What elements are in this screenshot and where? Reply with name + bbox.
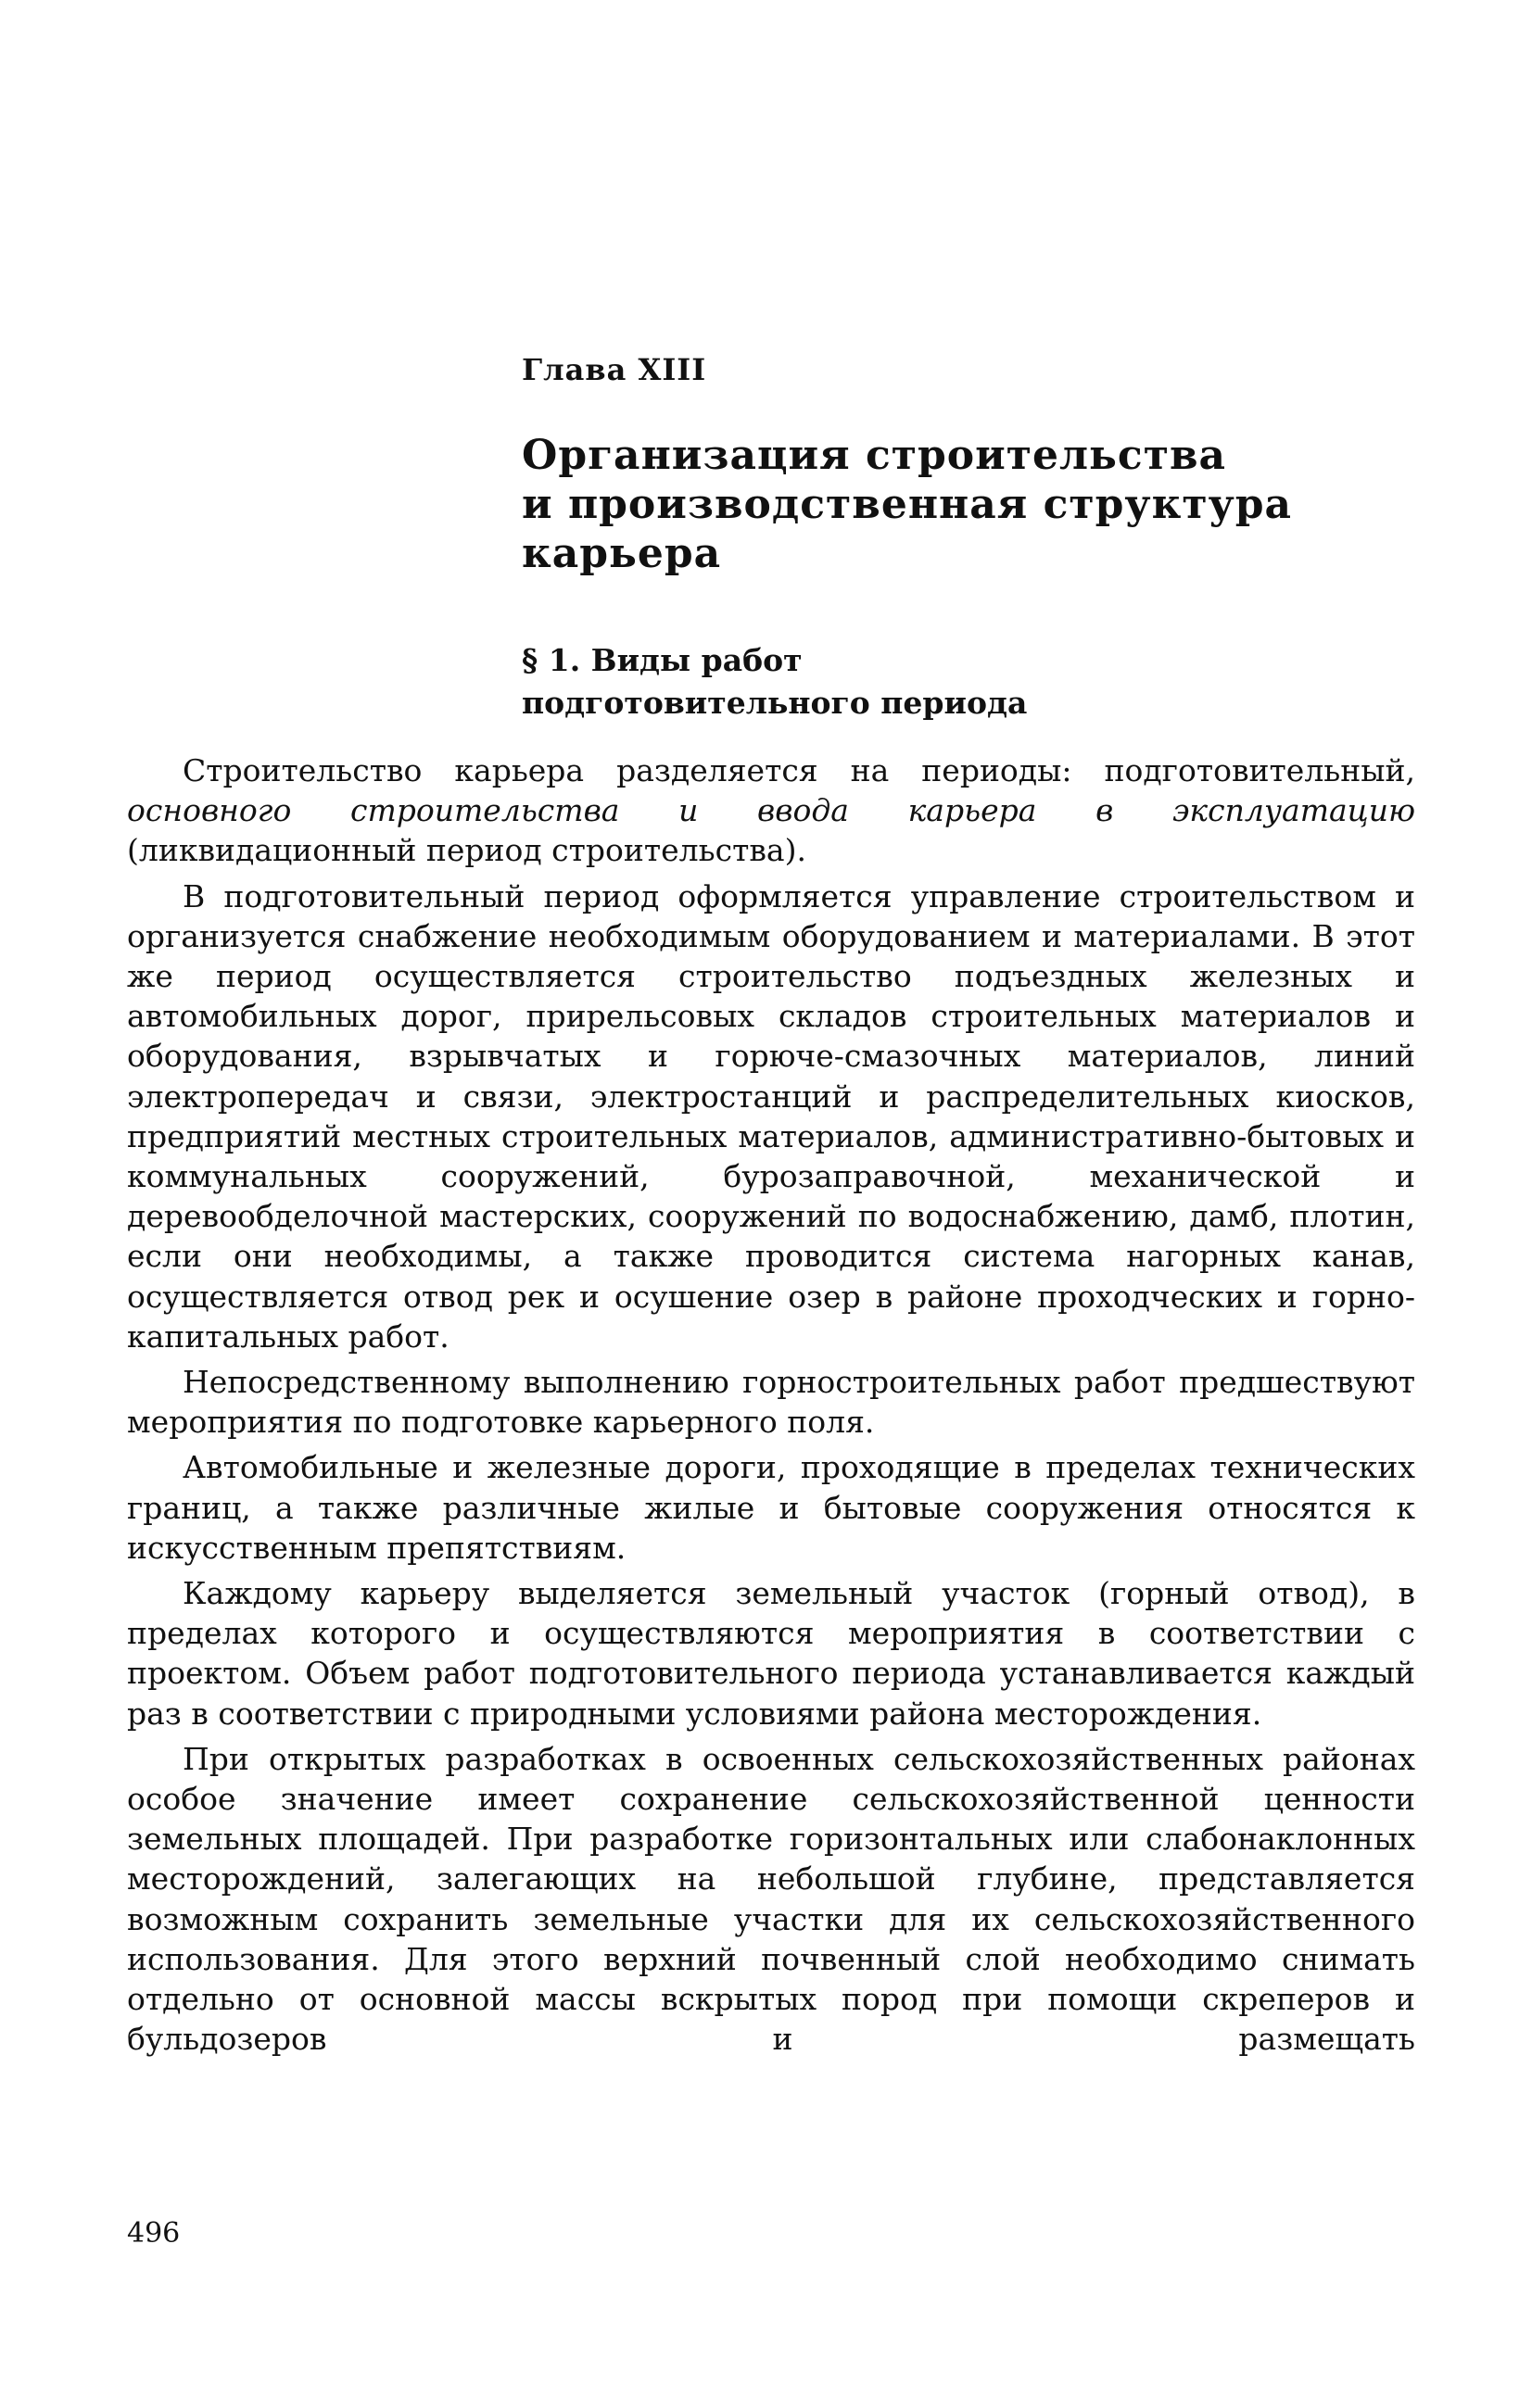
paragraph-1-start: Строительство карьера разделяется на периоды: подготовительный, <box>183 752 1415 788</box>
body-text <box>127 750 1415 2065</box>
paragraph-1-italic: основного строительства и ввода карьера в эксплуатацию <box>127 792 1415 829</box>
chapter-title <box>522 431 1356 578</box>
section-title <box>522 639 1356 725</box>
paragraph-5: Каждому карьеру выделяется земельный участок (горный отвод), в пределах которого и осуществляются мероприятия в соответствии с проектом. Объем работ подготовительного периода устанавливается каждый раз в соответствии с природными условиями района месторождения. <box>127 1575 1415 1732</box>
paragraph-1 <box>127 750 1415 871</box>
chapter-title-line-3: карьера <box>522 530 722 577</box>
paragraph-4: Автомобильные и железные дороги, проходящие в пределах технических границ, а также различные жилые и бытовые сооружения относятся к искусственным препятствиям. <box>127 1449 1415 1566</box>
paragraph-3: Непосредственному выполнению горностроительных работ предшествуют мероприятия по подготовке карьерного поля. <box>127 1364 1415 1441</box>
section-title-line-2: подготовительного периода <box>522 685 1028 721</box>
chapter-title-line-1: Организация строительства <box>522 432 1227 479</box>
paragraph-1-end: (ликвидационный период строительства). <box>127 832 806 869</box>
section-title-line-1: § 1. Виды работ <box>522 642 803 678</box>
paragraph-6: При открытых разработках в освоенных сельскохозяйственных районах особое значение имеет сохранение сельскохозяйственной ценности земельных площадей. При разработке горизонтальных или слабонаклонных месторождений, залегающих на небольшой глубине, представляется возможным сохранить земельные участки для их сельскохозяйственного использования. Для этого верхний почвенный слой необходимо снимать отдельно от основной массы вскрытых пород при помощи скреперов и бульдозеров и размещать <box>127 1740 1415 2058</box>
chapter-title-line-2: и производственная структура <box>522 481 1293 528</box>
paragraph-2: В подготовительный период оформляется управление строительством и организуется снабжение необходимым оборудованием и материалами. В этот же период осуществляется строительство подъездных железных и автомобильных дорог, прирельсовых складов строительных материалов и оборудования, взрывчатых и горюче-смазочных материалов, линий электропередач и связи, электростанций и распределительных киосков, предприятий местных строительных материалов, административно-бытовых и коммунальных сооружений, бурозаправочной, механической и деревообделочной мастерских, сооружений по водоснабжению, дамб, плотин, если они необходимы, а также проводится система нагорных канав, осуществляется отвод рек и осушение озер в районе проходческих и горно-капитальных работ. <box>127 877 1415 1355</box>
chapter-label: Глава XIII <box>522 352 707 387</box>
page-number: 496 <box>127 2217 181 2250</box>
